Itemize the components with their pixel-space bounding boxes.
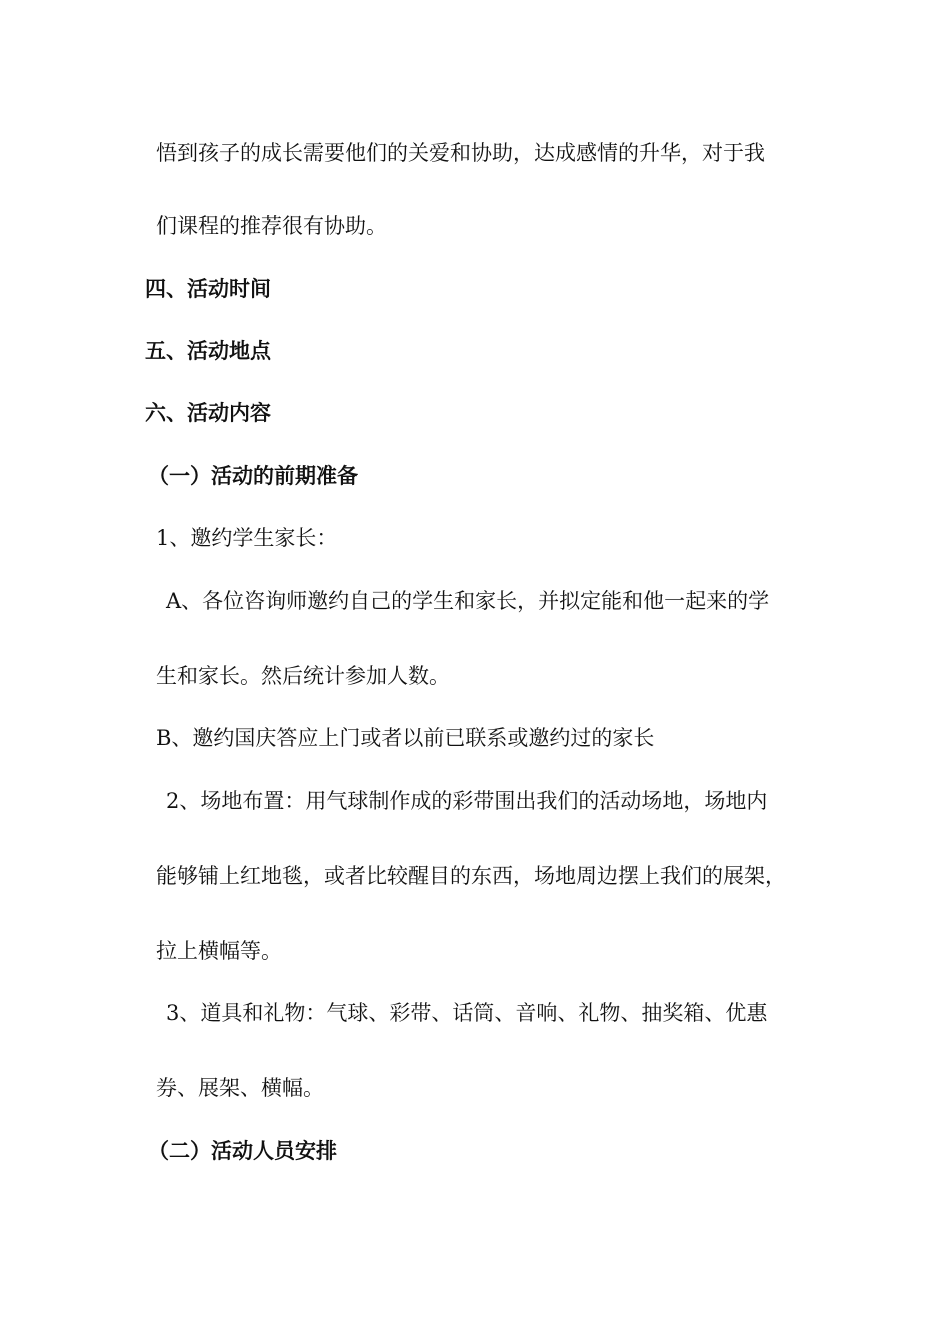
list-item-venue-line3: 拉上横幅等。: [156, 939, 282, 963]
section-heading-content: 六、活动内容: [145, 401, 271, 425]
list-item-props-line1: 3、道具和礼物：气球、彩带、话筒、音响、礼物、抽奖箱、优惠: [166, 1001, 768, 1025]
section-heading-location: 五、活动地点: [145, 339, 271, 363]
list-item-props-line2: 券、展架、横幅。: [156, 1076, 324, 1100]
subsection-heading-staffing: （二）活动人员安排: [148, 1139, 337, 1163]
paragraph-line: 们课程的推荐很有协助。: [156, 214, 387, 238]
section-heading-time: 四、活动时间: [145, 277, 271, 301]
paragraph-line: 悟到孩子的成长需要他们的关爱和协助，达成感情的升华，对于我: [156, 141, 765, 165]
list-item-b: B、邀约国庆答应上门或者以前已联系或邀约过的家长: [156, 726, 655, 750]
list-item-venue-line2: 能够铺上红地毯，或者比较醒目的东西，场地周边摆上我们的展架，: [156, 864, 786, 888]
list-item-a-line1: A、各位咨询师邀约自己的学生和家长，并拟定能和他一起来的学: [166, 589, 770, 613]
list-item-venue-line1: 2、场地布置：用气球制作成的彩带围出我们的活动场地，场地内: [166, 789, 768, 813]
subsection-heading-preparation: （一）活动的前期准备: [148, 464, 358, 488]
list-item-invite-parents: 1、邀约学生家长：: [156, 526, 338, 550]
list-item-a-line2: 生和家长。然后统计参加人数。: [156, 664, 450, 688]
